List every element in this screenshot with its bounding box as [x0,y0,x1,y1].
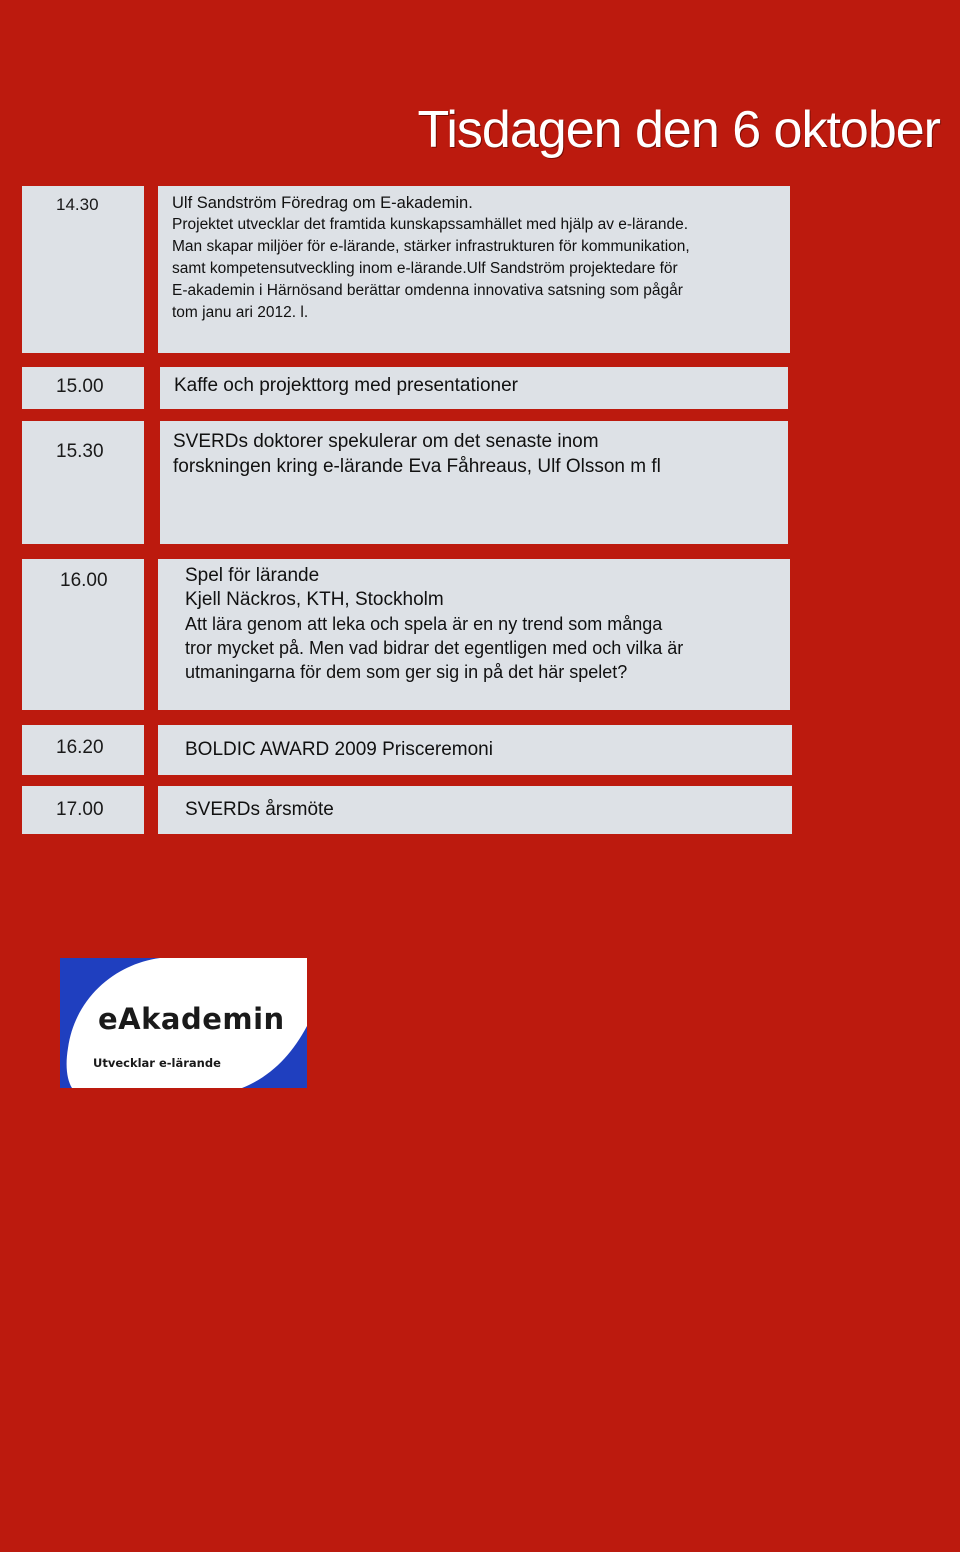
page-title: Tisdagen den 6 oktober [417,101,940,159]
time-cell [22,367,144,409]
time-cell [22,421,144,544]
event-line: E-akademin i Härnösand berättar omdenna innovativa satsning som pågår [172,282,683,299]
event-heading: Ulf Sandström Föredrag om E-akademin. [172,194,473,212]
event-heading: BOLDIC AWARD 2009 Prisceremoni [185,739,493,760]
time-cell [22,186,144,353]
logo-name: eAkademin [98,1002,285,1036]
logo-tagline: Utvecklar e-lärande [93,1056,221,1070]
event-line: Att lära genom att leka och spela är en ny trend som många [185,614,663,634]
time-label: 14.30 [56,195,99,214]
event-line: Spel för lärande [185,565,320,586]
event-line: Projektet utvecklar det framtida kunskapssamhället med hjälp av e-lärande. [172,216,689,233]
event-line: utmaningarna för dem som ger sig in på det här spelet? [185,662,628,682]
event-line: tom janu ari 2012. l. [172,304,309,321]
event-cell [158,786,792,834]
time-label: 16.00 [60,570,108,591]
event-line: SVERDs doktorer spekulerar om det senaste inom [173,431,599,452]
event-cell [160,367,788,409]
event-heading: SVERDs årsmöte [185,799,334,820]
event-heading: Kaffe och projekttorg med presentationer [174,375,518,396]
event-line: samt kompetensutveckling inom e-lärande.Ulf Sandström projektedare för [172,260,678,277]
event-cell [158,186,790,353]
time-label: 16.20 [56,737,104,758]
event-cell [158,559,790,710]
event-line: Man skapar miljöer för e-lärande, stärker infrastrukturen för kommunikation, [172,238,690,255]
event-cell [158,725,792,775]
eakademin-logo [60,958,307,1088]
event-cell [160,421,788,544]
time-cell [22,559,144,710]
event-line: forskningen kring e-lärande Eva Fåhreaus, Ulf Olsson m fl [173,456,661,477]
time-label: 17.00 [56,799,104,820]
event-line: tror mycket på. Men vad bidrar det egentligen med och vilka är [185,638,684,658]
time-label: 15.00 [56,376,104,397]
time-label: 15.30 [56,441,104,462]
time-cell [22,786,144,834]
event-line: Kjell Näckros, KTH, Stockholm [185,589,444,610]
time-cell [22,725,144,775]
